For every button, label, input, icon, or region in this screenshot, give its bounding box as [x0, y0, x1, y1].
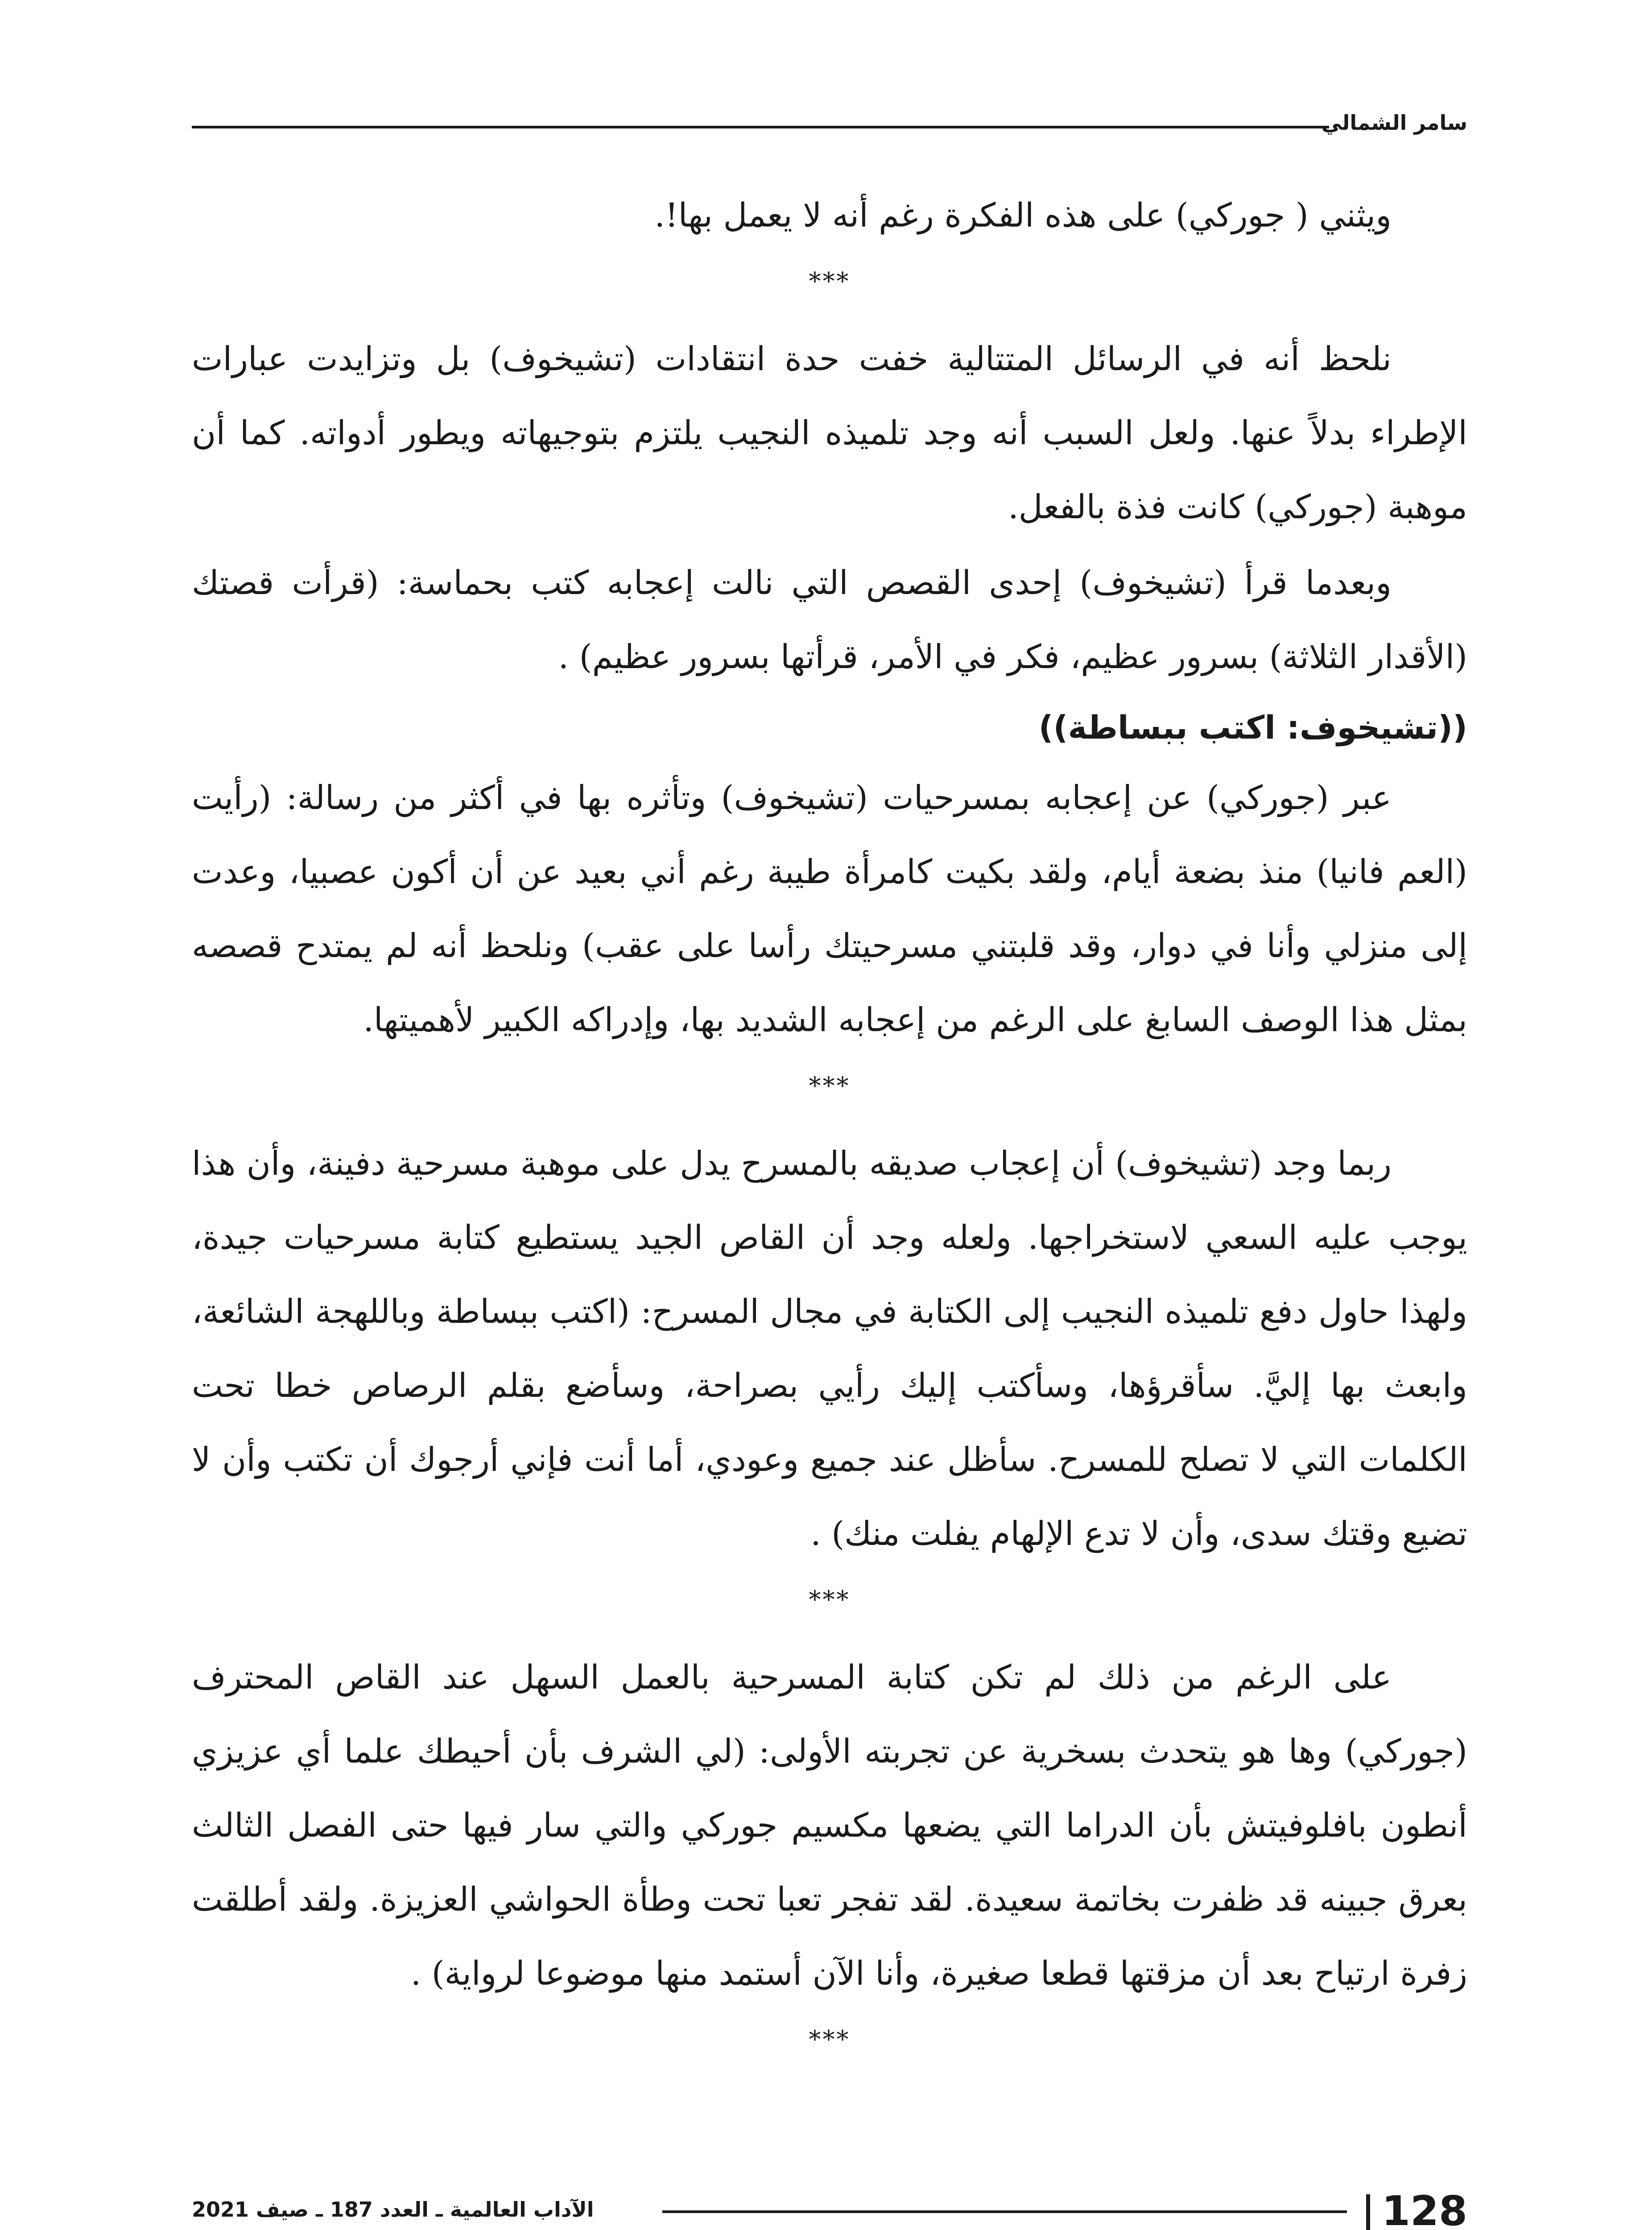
paragraph-3: وبعدما قرأ (تشيخوف) إحدى القصص التي نالت إعجابه كتب بحماسة: (قرأت قصتك (الأقدار الثلاثة) بسرور عظيم، فكر في الأمر، قرأتها بسرور عظيم) .: [192, 564, 1467, 676]
paragraph-4: عبر (جوركي) عن إعجابه بمسرحيات (تشيخوف) وتأثره بها في أكثر من رسالة: (رأيت (العم فانيا) منذ بضعة أيام، ولقد بكيت كامرأة طيبة رغم أني بعيد عن أن أكون عصبيا، وعدت إلى منزلي وأنا في دوار، وقد قلبتني مسرحيتك رأسا على عقب) ونلحظ أنه لم يمتدح قصصه بمثل هذا الوصف السابغ على الرغم من إعجابه الشديد بها، وإدراكه الكبير لأهميتها.: [192, 779, 1467, 1039]
spacer: [192, 310, 1467, 322]
author-name: سامر الشمالي: [1321, 111, 1467, 135]
paragraph-1: ويثني ( جوركي) على هذه الفكرة رغم أنه لا يعمل بها!.: [654, 196, 1392, 235]
page-footer: [192, 2181, 1467, 2230]
page-number-divider: [1366, 2194, 1370, 2230]
page-number: 128: [1381, 2187, 1467, 2230]
spacer: [192, 1115, 1467, 1127]
footer-rule: [662, 2210, 1347, 2213]
spacer: [192, 1629, 1467, 1640]
section-separator-3: ***: [809, 1586, 851, 1614]
section-heading: ((تشيخوف: اكتب ببساطة)): [1038, 709, 1467, 746]
running-header: [192, 107, 1467, 147]
section-separator-1: ***: [809, 267, 851, 295]
paragraph-6: على الرغم من ذلك لم تكن كتابة المسرحية بالعمل السهل عند القاص المحترف (جوركي) وها هو يتحدث بسخرية عن تجربته الأولى: (لي الشرف بأن أحيطك علما أي عزيزي أنطون بافلوفيتش بأن الدراما التي يضعها مكسيم جوركي والتي سار فيها حتى الفصل الثالث بعرق جبينه قد ظفرت بخاتمة سعيدة. لقد تفجر تعبا تحت وطأة الحواشي العزيزة. ولقد أطلقت زفرة ارتياح بعد أن مزقتها قطعا صغيرة، وأنا الآن أستمد منها موضوعا لرواية) .: [192, 1658, 1467, 1993]
paragraph-2: نلحظ أنه في الرسائل المتتالية خفت حدة انتقادات (تشيخوف) بل وتزايدت عبارات الإطراء بدلاً عنها. ولعل السبب أنه وجد تلميذه النجيب يلتزم بتوجيهاته ويطور أدواته. كما أن موهبة (جوركي) كانت فذة بالفعل.: [192, 340, 1467, 526]
header-rule: [192, 126, 1329, 128]
journal-issue: الآداب العالمية ـ العدد 187 ـ صيف 2021: [192, 2197, 594, 2222]
article-body: [192, 178, 1467, 2069]
section-separator-4: ***: [809, 2025, 851, 2053]
section-separator-2: ***: [809, 1072, 851, 1100]
paragraph-5: ربما وجد (تشيخوف) أن إعجاب صديقه بالمسرح يدل على موهبة مسرحية دفينة، وأن هذا يوجب عليه السعي لاستخراجها. ولعله وجد أن القاص الجيد يستطيع كتابة مسرحيات جيدة، ولهذا حاول دفع تلميذه النجيب إلى الكتابة في مجال المسرح: (اكتب ببساطة وباللهجة الشائعة، وابعث بها إليَّ. سأقرؤها، وسأكتب إليك رأيي بصراحة، وسأضع بقلم الرصاص خطا تحت الكلمات التي لا تصلح للمسرح. سأظل عند جميع وعودي، أما أنت فإني أرجوك أن تكتب وأن لا تضيع وقتك سدى، وأن لا تدع الإلهام يفلت منك) .: [192, 1144, 1467, 1553]
